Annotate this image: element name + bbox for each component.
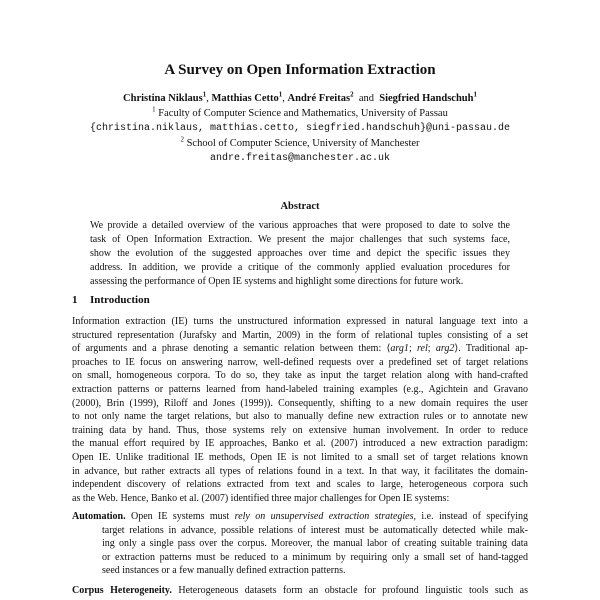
item-line: seed instances or a few manually defined extraction patterns.	[102, 565, 346, 577]
abstract-line: address. In addition, we provide a critique of the commonly applied evaluation procedures for	[90, 261, 510, 273]
intro-line: the manual effort required by IE approaches, Banko et al. (2007) introduced a new extraction paradigm:	[72, 438, 528, 450]
challenge-corpus-heterogeneity	[72, 584, 528, 598]
emphasis: arg2	[435, 343, 455, 355]
abstract-heading: Abstract	[280, 201, 320, 212]
author: Christina Niklaus$^1$,	[123, 90, 212, 104]
emphasis: rely on unsupervised extraction strategies	[234, 511, 414, 522]
intro-line: extraction patterns or patterns learned from hand-labeled training examples (e.g., Agichtein and Gravano	[72, 383, 528, 395]
introduction-paragraph	[72, 315, 528, 505]
emphasis: rel	[417, 343, 428, 355]
emphasis: arg1	[390, 343, 409, 355]
affiliation-1: $^1$ Faculty of Computer Science and Mathematics, University of Passau	[152, 105, 448, 119]
intro-line: independent discovery of relations extracted from text and scales to large, heterogeneous corpora such	[72, 479, 528, 491]
challenge-automation	[72, 510, 528, 578]
item-line: ing only a single pass over the corpus. Moreover, the manual labor of creating suitable training data	[102, 538, 528, 550]
section-number: 1	[72, 294, 78, 306]
abstract-body	[90, 219, 510, 289]
intro-line: as the Web. Hence, Banko et al. (2007) identified three major challenges for Open IE systems:	[72, 492, 450, 504]
item-term: Automation.	[72, 511, 126, 522]
author: Siegfried Handschuh$^1$	[379, 90, 477, 104]
author: Matthias Cetto$^1$,	[211, 90, 288, 104]
item-line: Automation. Open IE systems must rely on unsupervised extraction strategies, i.e. instead of specifying	[72, 511, 529, 522]
section-heading	[72, 294, 150, 306]
intro-line: Open IE. Unlike traditional IE methods, Open IE is not limited to a small set of target relations known	[72, 451, 528, 463]
abstract-line: show the evolution of the suggested approaches over time and depict the specific issues they	[90, 247, 510, 259]
affiliation-2-email: andre.freitas@manchester.ac.uk	[209, 153, 391, 164]
intro-line: proaches to IE focus on answering narrow, well-defined requests over a predefined set of target relations	[72, 356, 528, 368]
author: André Freitas$^2$ and	[287, 90, 380, 104]
intro-line: training data by hand. Thus, those systems rely on extensive human involvement. In order to reduce	[72, 424, 528, 436]
intro-line: of arguments and a phrase denoting a semantic relation between them: ⟨arg1; rel; arg2⟩. Traditional ap-	[72, 343, 528, 355]
intro-line: structured representation (Jurafsky and Martin, 2009) in the form of relational tuples consisting of a set	[72, 329, 528, 341]
intro-line: Information extraction (IE) turns the unstructured information expressed in natural language text into a	[72, 316, 528, 327]
item-line: Corpus Heterogeneity. Heterogeneous datasets form an obstacle for profound linguistic tools such as	[72, 585, 528, 596]
intro-line: (2000), Brin (1999), Riloff and Jones (1999)). Consequently, shifting to a new domain requires the user	[72, 397, 528, 409]
affiliation-1-email: {christina.niklaus, matthias.cetto, siegfried.handschuh}@uni-passau.de	[89, 123, 511, 134]
intro-line: to not only name the target relations, but also to manually define new extraction rules or to annotate new	[72, 411, 528, 423]
item-term: Corpus Heterogeneity.	[72, 585, 172, 596]
abstract-line: assessing the performance of Open IE systems and highlight some directions for future work.	[90, 275, 464, 287]
author-list	[0, 90, 600, 104]
abstract-line: We provide a detailed overview of the various approaches that were proposed to date to solve the	[90, 220, 510, 231]
item-line: or extraction patterns must be reduced to a minimum by requiring only a small set of hand-tagged	[102, 551, 528, 563]
paper-title: A Survey on Open Information Extraction	[164, 62, 436, 78]
abstract-line: task of Open Information Extraction. We present the major challenges that such systems face,	[90, 233, 510, 245]
affiliation-2: $^2$ School of Computer Science, University of Manchester	[180, 135, 420, 149]
intro-line: in advance, but rather extracts all types of relations found in a text. In that way, it facilitates the domain-	[72, 465, 528, 477]
item-line: target relations in advance, possible relations of interest must be automatically detected while mak-	[102, 524, 528, 536]
section-title: Introduction	[90, 294, 150, 306]
intro-line: on small, homogeneous corpora. To do so, they take as input the target relation along with hand-crafted	[72, 370, 528, 382]
